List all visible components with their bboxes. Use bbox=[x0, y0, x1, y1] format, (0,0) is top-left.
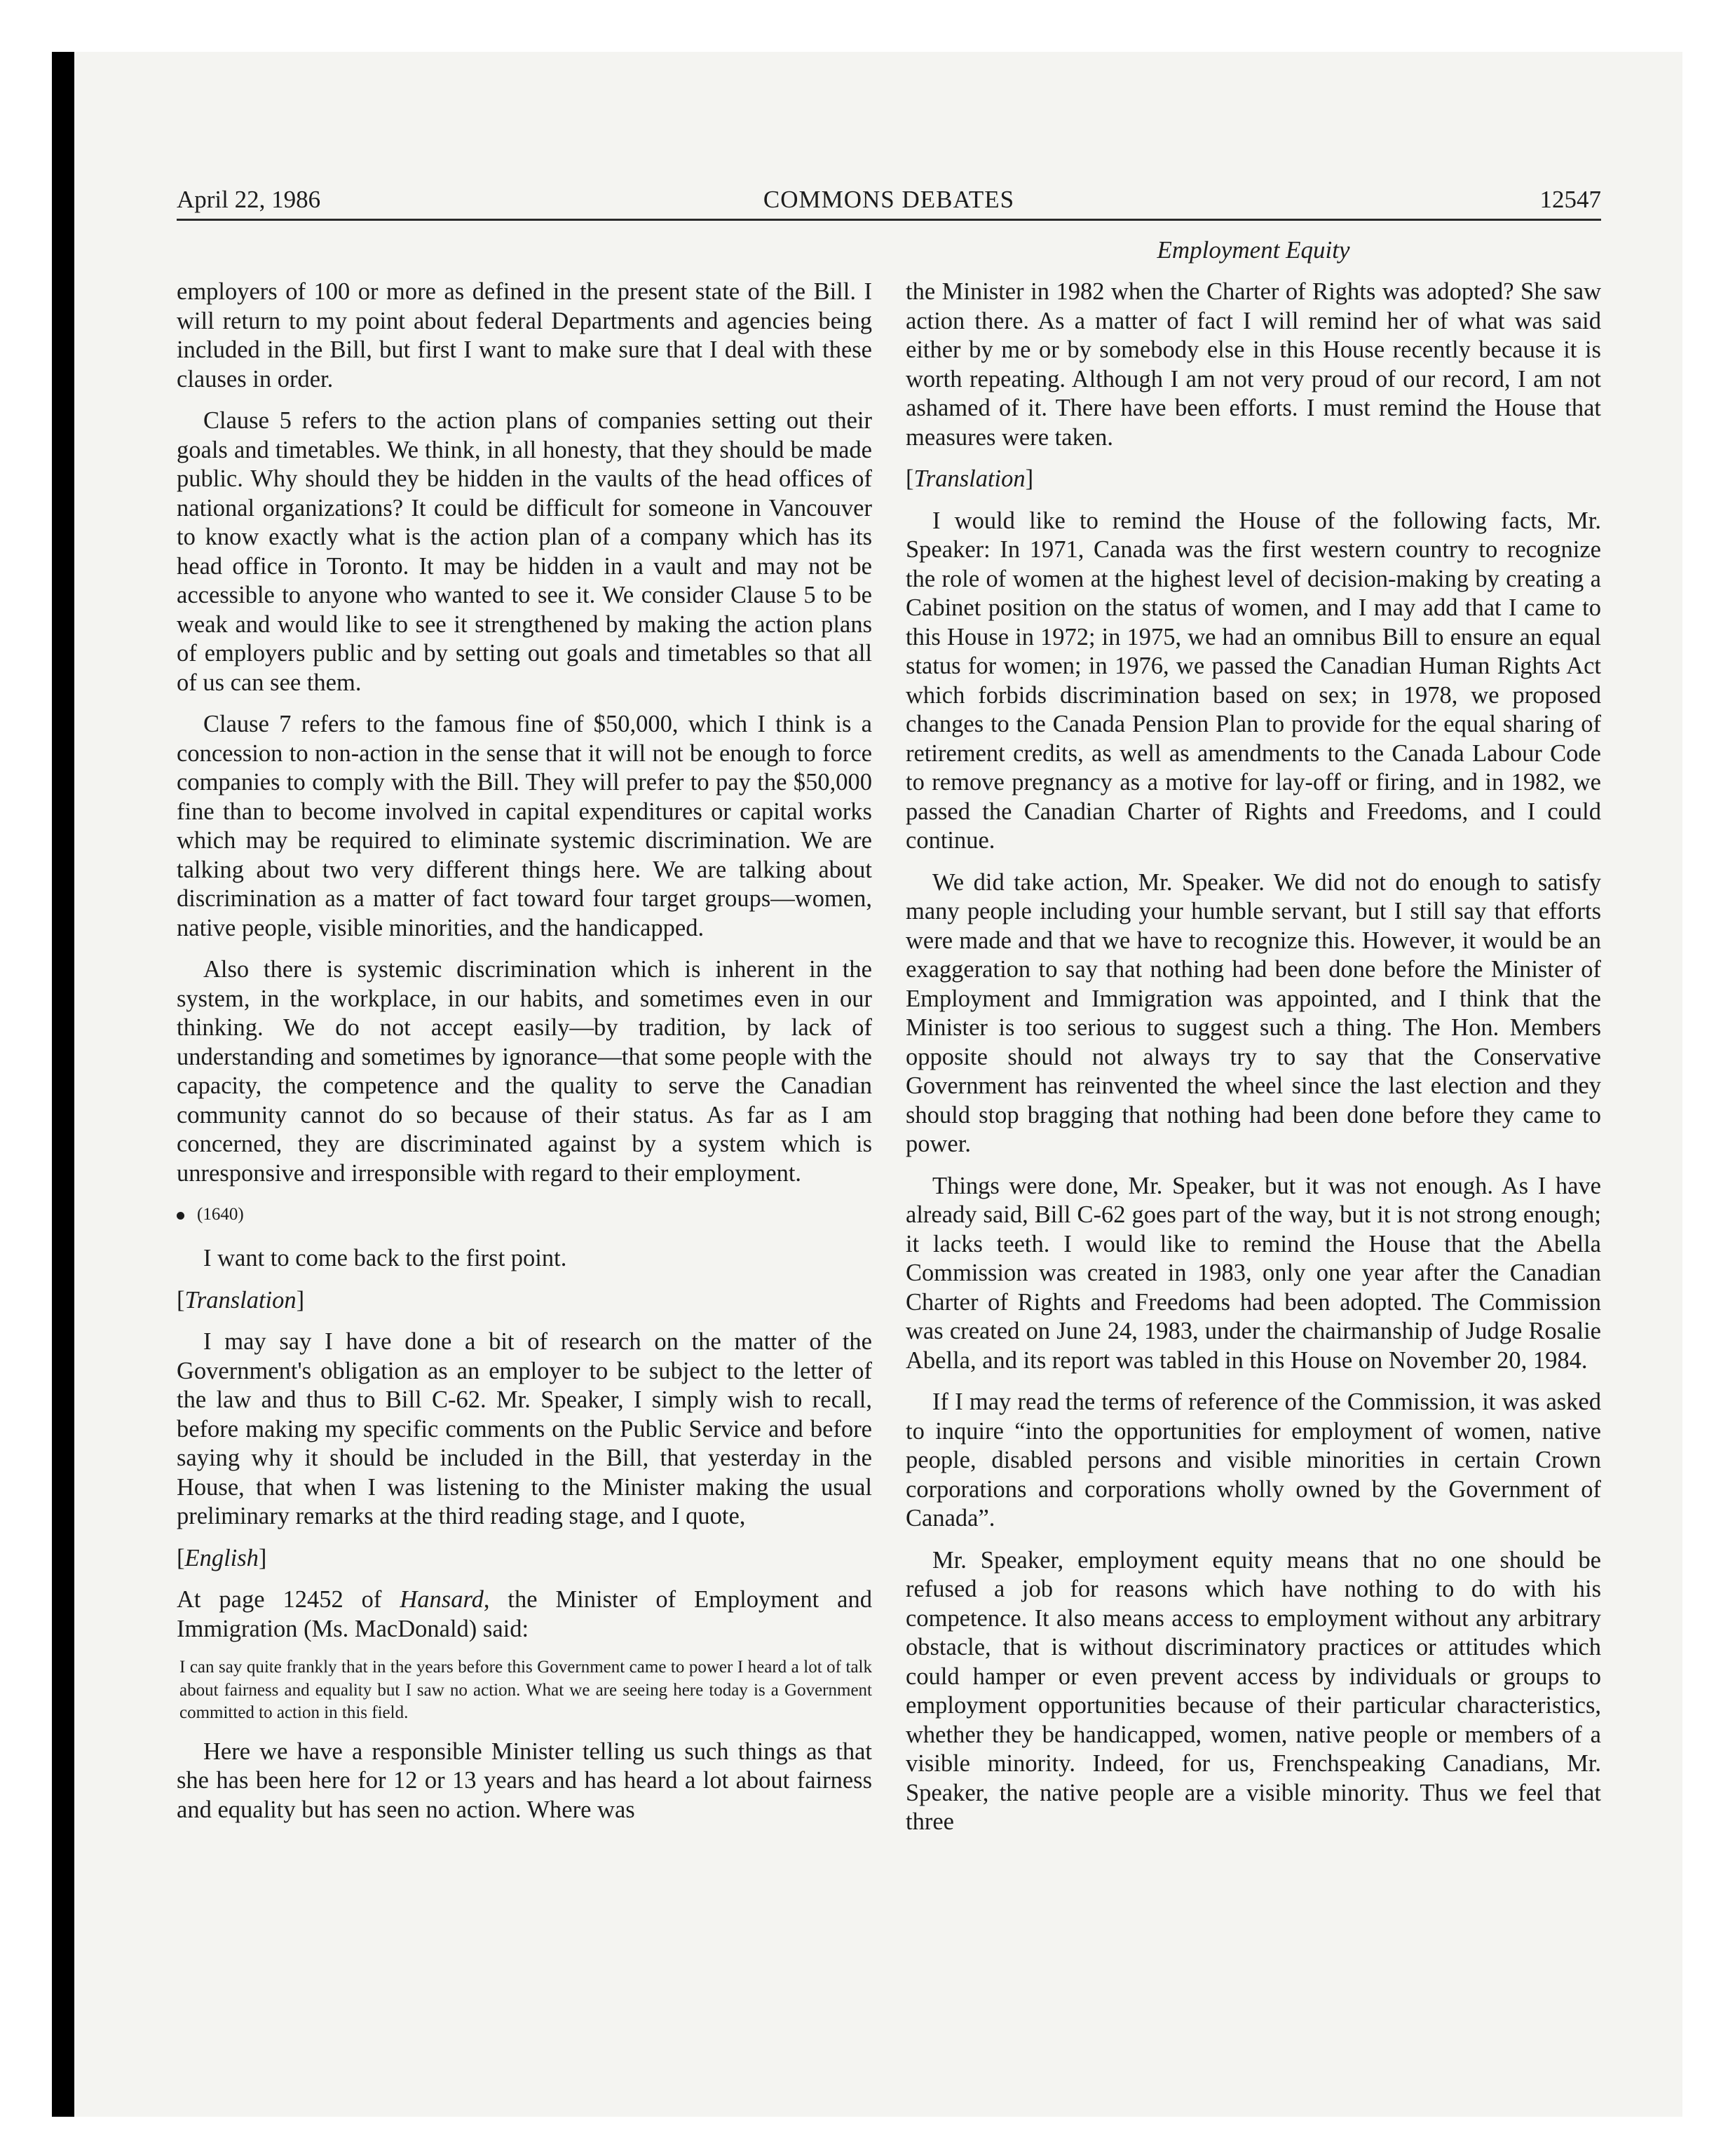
paragraph: Clause 5 refers to the action plans of companies setting out their goals and timetables. We think, in all honesty, that they should be made public. Why should they be hidden in the vaults of the head offices of national organizations? It could be difficult for someone in Vancouver to know exactly what is the action plan of a company which has its head office in Toronto. It may be hidden in a vault and may not be accessible to anyone who wanted to see it. We consider Clause 5 to be weak and would like to see it strengthened by making the action plans of employers public and by setting out goals and timetables so that all of us can see them. bbox=[177, 407, 872, 696]
block-quote: I can say quite frankly that in the years before this Government came to power I heard a lot of talk about fairness and equality but I saw no action. What we are seeing here today is a Government committed to action in this field. bbox=[179, 1658, 872, 1722]
header-rule bbox=[177, 219, 1601, 221]
paragraph: If I may read the terms of reference of the Commission, it was asked to inquire “into the opportunities for employment of women, native people, disabled persons and visible minorities in certain Crown corporations and corporations wholly owned by the Government of Canada”. bbox=[906, 1389, 1601, 1531]
paragraph: the Minister in 1982 when the Charter of Rights was adopted? She saw action there. As a matter of fact I will remind her of what was said either by me or by somebody else in this House recently because it is worth repeating. Although I am not very proud of our record, I am not ashamed of it. There have been efforts. I must remind the House that measures were taken. bbox=[906, 278, 1601, 451]
language-marker-label: Translation bbox=[913, 465, 1026, 492]
scan-binding-edge bbox=[52, 52, 74, 2117]
header-date: April 22, 1986 bbox=[177, 186, 321, 213]
header-publication-title: COMMONS DEBATES bbox=[763, 186, 1015, 213]
time-marker bbox=[177, 1201, 872, 1229]
paragraph: I want to come back to the first point. bbox=[203, 1245, 567, 1271]
left-column bbox=[177, 278, 872, 1837]
paragraph: employers of 100 or more as defined in the present state of the Bill. I will return to my point about federal Departments and agencies being included in the Bill, but first I want to make sure that I deal with these clauses in order. bbox=[177, 278, 872, 393]
paragraph: Also there is systemic discrimination which is inherent in the system, in the workplace, in our habits, and sometimes even in our thinking. We do not accept easily—by tradition, by lack of understanding and sometimes by ignorance—that some people with the capacity, the competence and the quality to serve the Canadian community cannot do so because of their status. As far as I am concerned, they are discriminated against by a system which is unresponsive and irresponsible with regard to their employment. bbox=[177, 956, 872, 1187]
paragraph: Things were done, Mr. Speaker, but it was not enough. As I have already said, Bill C-62 goes part of the way, but it is not strong enough; it lacks teeth. I would like to remind the House that the Abella Commission was created in 1983, only one year after the Canadian Charter of Rights and Freedoms had been adopted. The Commission was created on June 24, 1983, under the chairmanship of Judge Rosalie Abella, and its report was tabled in this House on November 20, 1984. bbox=[906, 1172, 1601, 1374]
header-page-number: 12547 bbox=[1539, 186, 1601, 213]
language-marker: [Translation] bbox=[177, 1286, 305, 1314]
publication-name: Hansard bbox=[400, 1586, 484, 1613]
paragraph: Mr. Speaker, employment equity means that no one should be refused a job for reasons which have nothing to do with his competence. It also means access to employment without any arbitrary obstacle, that is without discriminatory practices or attitudes which could hamper or even prevent access by individuals or groups to employment opportunities because of their particular characteristics, whether they be handicapped, women, native people or members of a visible minority. Indeed, for us, Frenchspeaking Canadians, Mr. Speaker, the native people are a visible minority. Thus we feel that three bbox=[906, 1546, 1601, 1835]
paragraph: Here we have a responsible Minister telling us such things as that she has been here for 12 or 13 years and has heard a lot about fairness and equality but has seen no action. Where was bbox=[177, 1738, 872, 1823]
paragraph-text: At page 12452 of bbox=[177, 1586, 400, 1613]
paragraph bbox=[177, 1585, 872, 1644]
right-column bbox=[906, 278, 1601, 1850]
paragraph: We did take action, Mr. Speaker. We did not do enough to satisfy many people including your humble servant, but I still say that efforts were made and that we have to recognize this. However, it would be an exaggeration to say that nothing had been done before the Minister of Employment and Immigration was appointed, and I think that the Minister is too serious to suggest such a thing. The Hon. Members opposite should not always try to say that the Conservative Government has reinvented the wheel since the last election and they should stop bragging that nothing had been done before they came to power. bbox=[906, 868, 1601, 1157]
subject-heading: Employment Equity bbox=[1157, 236, 1350, 264]
paragraph: I may say I have done a bit of research on the matter of the Government's obligation as an employer to be subject to the letter of the law and thus to Bill C-62. Mr. Speaker, I simply wish to recall, before making my specific comments on the Public Service and before saying why it should be included in the Bill, that yesterday in the House, that when I was listening to the Minister making the usual preliminary remarks at the third reading stage, and I quote, bbox=[177, 1328, 872, 1529]
language-marker: [Translation] bbox=[906, 465, 1034, 492]
running-header bbox=[177, 184, 1601, 216]
language-marker-label: English bbox=[184, 1544, 259, 1571]
time-marker-text: (1640) bbox=[197, 1205, 244, 1224]
bullet-icon bbox=[177, 1212, 184, 1220]
language-marker-label: Translation bbox=[184, 1286, 297, 1314]
paragraph: I would like to remind the House of the following facts, Mr. Speaker: In 1971, Canada was the first western country to recognize the role of women at the highest level of decision-making by creating a Cabinet position on the status of women, and I may add that I came to this House in 1972; in 1975, we had an omnibus Bill to ensure an equal status for women; in 1976, we passed the Canadian Human Rights Act which forbids discrimination based on sex; in 1978, we proposed changes to the Canada Pension Plan to provide for the equal sharing of retirement credits, as well as amendments to the Canada Labour Code to remove pregnancy as a motive for lay-off or firing, and in 1982, we passed the Canadian Charter of Rights and Freedoms, and I could continue. bbox=[906, 507, 1601, 854]
language-marker: [English] bbox=[177, 1544, 267, 1571]
paragraph: Clause 7 refers to the famous fine of $50,000, which I think is a concession to non-action in the sense that it will not be enough to force companies to comply with the Bill. They will prefer to pay the $50,000 fine than to become involved in capital expenditures or capital works which may be required to eliminate systemic discrimination. We are talking about two very different things here. We are talking about discrimination as a matter of fact toward four target groups—women, native people, visible minorities, and the handicapped. bbox=[177, 711, 872, 941]
paragraph-text: , the Minister of Employment and Immigration (Ms. MacDonald) said: bbox=[177, 1586, 872, 1642]
